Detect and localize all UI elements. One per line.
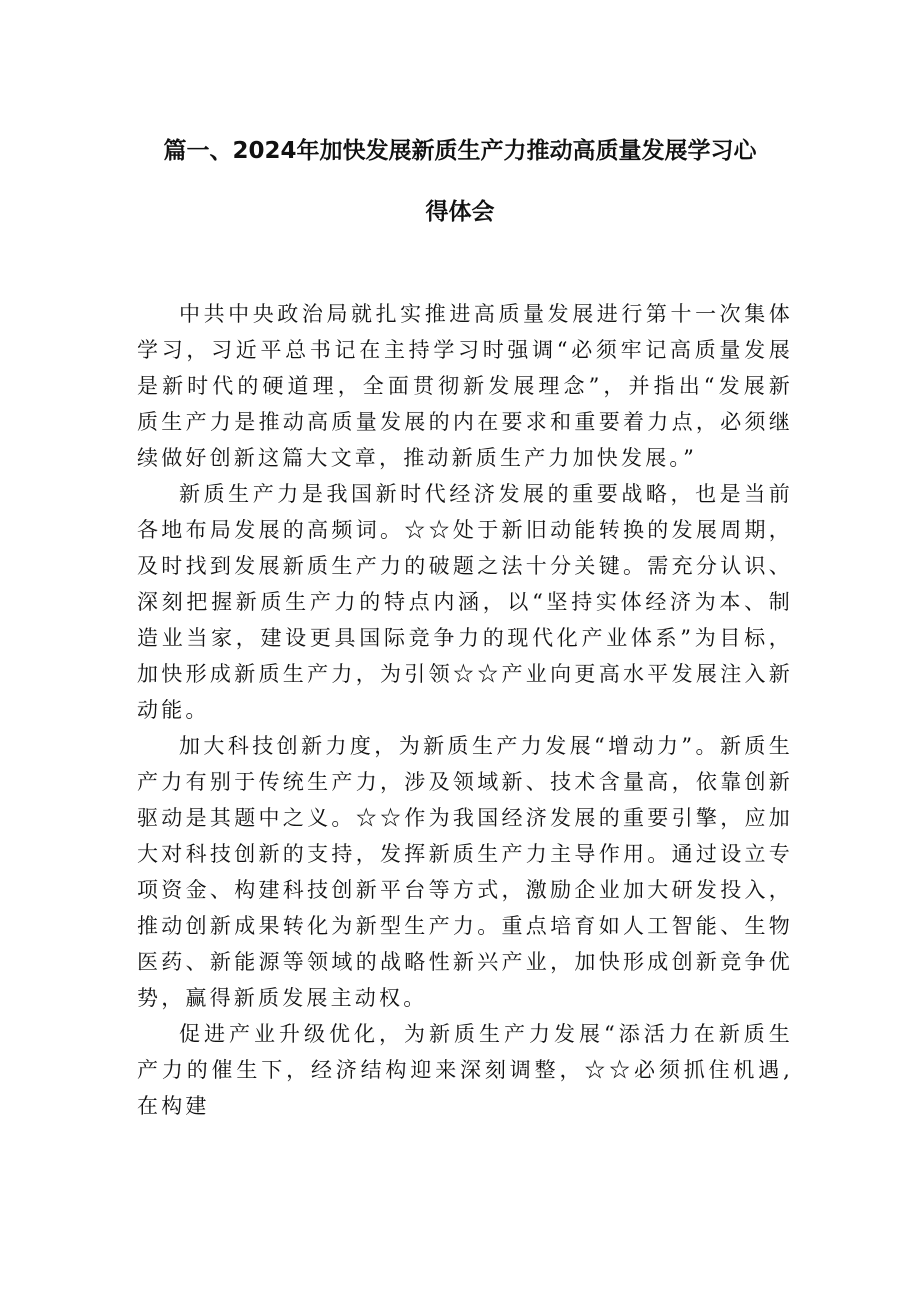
paragraph-4: 促进产业升级优化，为新质生产力发展“添活力在新质生产力的催生下，经济结构迎来深刻调整，☆☆必须抓住机遇,在构建 — [137, 1022, 793, 1118]
paragraph-3: 加大科技创新力度，为新质生产力发展“增动力”。新质生产力有别于传统生产力，涉及领域新、技术含量高，依靠创新驱动是其题中之义。☆☆作为我国经济发展的重要引擎，应加大对科技创新的支持，发挥新质生产力主导作用。通过设立专项资金、构建科技创新平台等方式，激励企业加大研发投入，推动创新成果转化为新型生产力。重点培育如人工智能、生物医药、新能源等领域的战略性新兴产业，加快形成创新竞争优势，赢得新质发展主动权。 — [137, 734, 793, 1010]
document-title-line-2: 得体会 — [425, 199, 495, 225]
paragraph-1: 中共中央政治局就扎实推进高质量发展进行第十一次集体学习，习近平总书记在主持学习时强调“必须牢记高质量发展是新时代的硬道理，全面贯彻新发展理念”，并指出“发展新质生产力是推动高质量发展的内在要求和重要着力点，必须继续做好创新这篇大文章，推动新质生产力加快发展。” — [137, 302, 793, 470]
document-title-line-1: 篇一、2024年加快发展新质生产力推动高质量发展学习心 — [163, 138, 757, 164]
document-body — [137, 296, 793, 1124]
paragraph-2: 新质生产力是我国新时代经济发展的重要战略，也是当前各地布局发展的高频词。☆☆处于新旧动能转换的发展周期，及时找到发展新质生产力的破题之法十分关键。需充分认识、深刻把握新质生产力的特点内涵，以“坚持实体经济为本、制造业当家，建设更具国际竞争力的现代化产业体系”为目标，加快形成新质生产力，为引领☆☆产业向更高水平发展注入新动能。 — [137, 482, 793, 722]
